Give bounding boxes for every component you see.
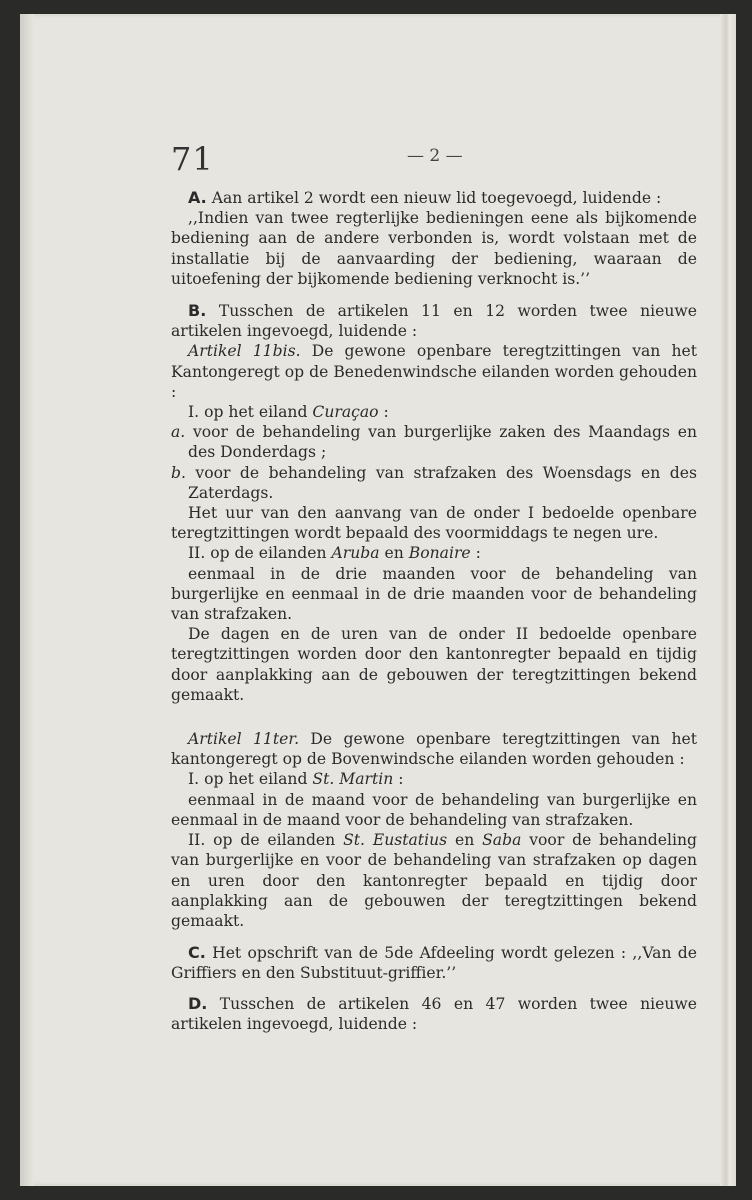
- section-c-label: C.: [188, 943, 206, 963]
- article-11bis-title: Artikel 11bis.: [188, 342, 301, 361]
- article-11bis-item-i: I. op het eiland Curaçao :: [188, 403, 389, 422]
- section-a-intro: A. Aan artikel 2 wordt een nieuw lid toegevoegd, luidende :: [188, 188, 662, 207]
- section-a-label: A.: [188, 188, 207, 207]
- article-11ter-item-i-text: eenmaal in de maand voor de behandeling van burgerlijke en eenmaal in de maand voor de behandeling van strafzaken.: [171, 790, 697, 829]
- article-11ter: Artikel 11ter. De gewone openbare teregtzittingen van het kantongeregt op de Bovenwindsche eilanden worden gehouden :: [171, 730, 697, 769]
- page-gutter: [20, 14, 34, 1186]
- page-number: 71: [171, 140, 214, 178]
- article-11bis-hour: Het uur van den aanvang van de onder I bedoelde openbare teregtzittingen wordt bepaald des voormiddags te negen ure.: [171, 504, 697, 543]
- article-11bis-item-b: b. voor de behandeling van strafzaken des Woensdags en des Zaterdags.: [171, 463, 697, 502]
- page-header: [171, 140, 697, 188]
- article-11ter-item-ii: II. op de eilanden St. Eustatius en Saba voor de behandeling van burgerlijke en voor de behandeling van strafzaken op dagen en uren door den kantonregter bepaald en tijdig door aanplakking aan de gebouwen der teregtzittingen bekend gemaakt.: [171, 831, 697, 930]
- section-b-intro: B. Tusschen de artikelen 11 en 12 worden twee nieuwe artikelen ingevoegd, luidende :: [171, 301, 697, 341]
- section-d: D. Tusschen de artikelen 46 en 47 worden twee nieuwe artikelen ingevoegd, luidende :: [171, 993, 697, 1033]
- article-11bis-item-a: a. voor de behandeling van burgerlijke zaken des Maandags en des Donderdags ;: [171, 423, 697, 462]
- page-edge: [720, 14, 736, 1186]
- page-content: [171, 140, 697, 1034]
- section-c: C. Het opschrift van de 5de Afdeeling wordt gelezen : ,,Van de Griffiers en den Substituut-griffier.’’: [171, 943, 697, 983]
- section-b-label: B.: [188, 301, 207, 321]
- article-11bis-item-ii-text: eenmaal in de drie maanden voor de behandeling van burgerlijke en eenmaal in de drie maanden voor de behandeling van strafzaken.: [171, 564, 697, 624]
- article-11bis-days: De dagen en de uren van de onder II bedoelde openbare teregtzittingen worden door den kantonregter bepaald en tijdig door aanplakking aan de gebouwen der teregtzittingen bekend gemaakt.: [171, 625, 697, 704]
- section-a-quote: ,,Indien van twee regterlijke bedieningen eene als bijkomende bediening aan de andere verbonden is, wordt volstaan met de installatie bij de aanvaarding der bediening, waaraan de uitoefening der bijkomende bediening verknocht is.’’: [171, 209, 697, 288]
- page-marker: — 2 —: [407, 146, 463, 166]
- article-11ter-item-i: I. op het eiland St. Martin :: [188, 770, 404, 789]
- section-d-label: D.: [188, 993, 208, 1013]
- article-11ter-title: Artikel 11ter.: [188, 730, 300, 749]
- article-11bis-item-ii: II. op de eilanden Aruba en Bonaire :: [188, 544, 481, 563]
- article-11bis: Artikel 11bis. De gewone openbare teregtzittingen van het Kantongeregt op de Benedenwindsche eilanden worden gehouden :: [171, 342, 698, 401]
